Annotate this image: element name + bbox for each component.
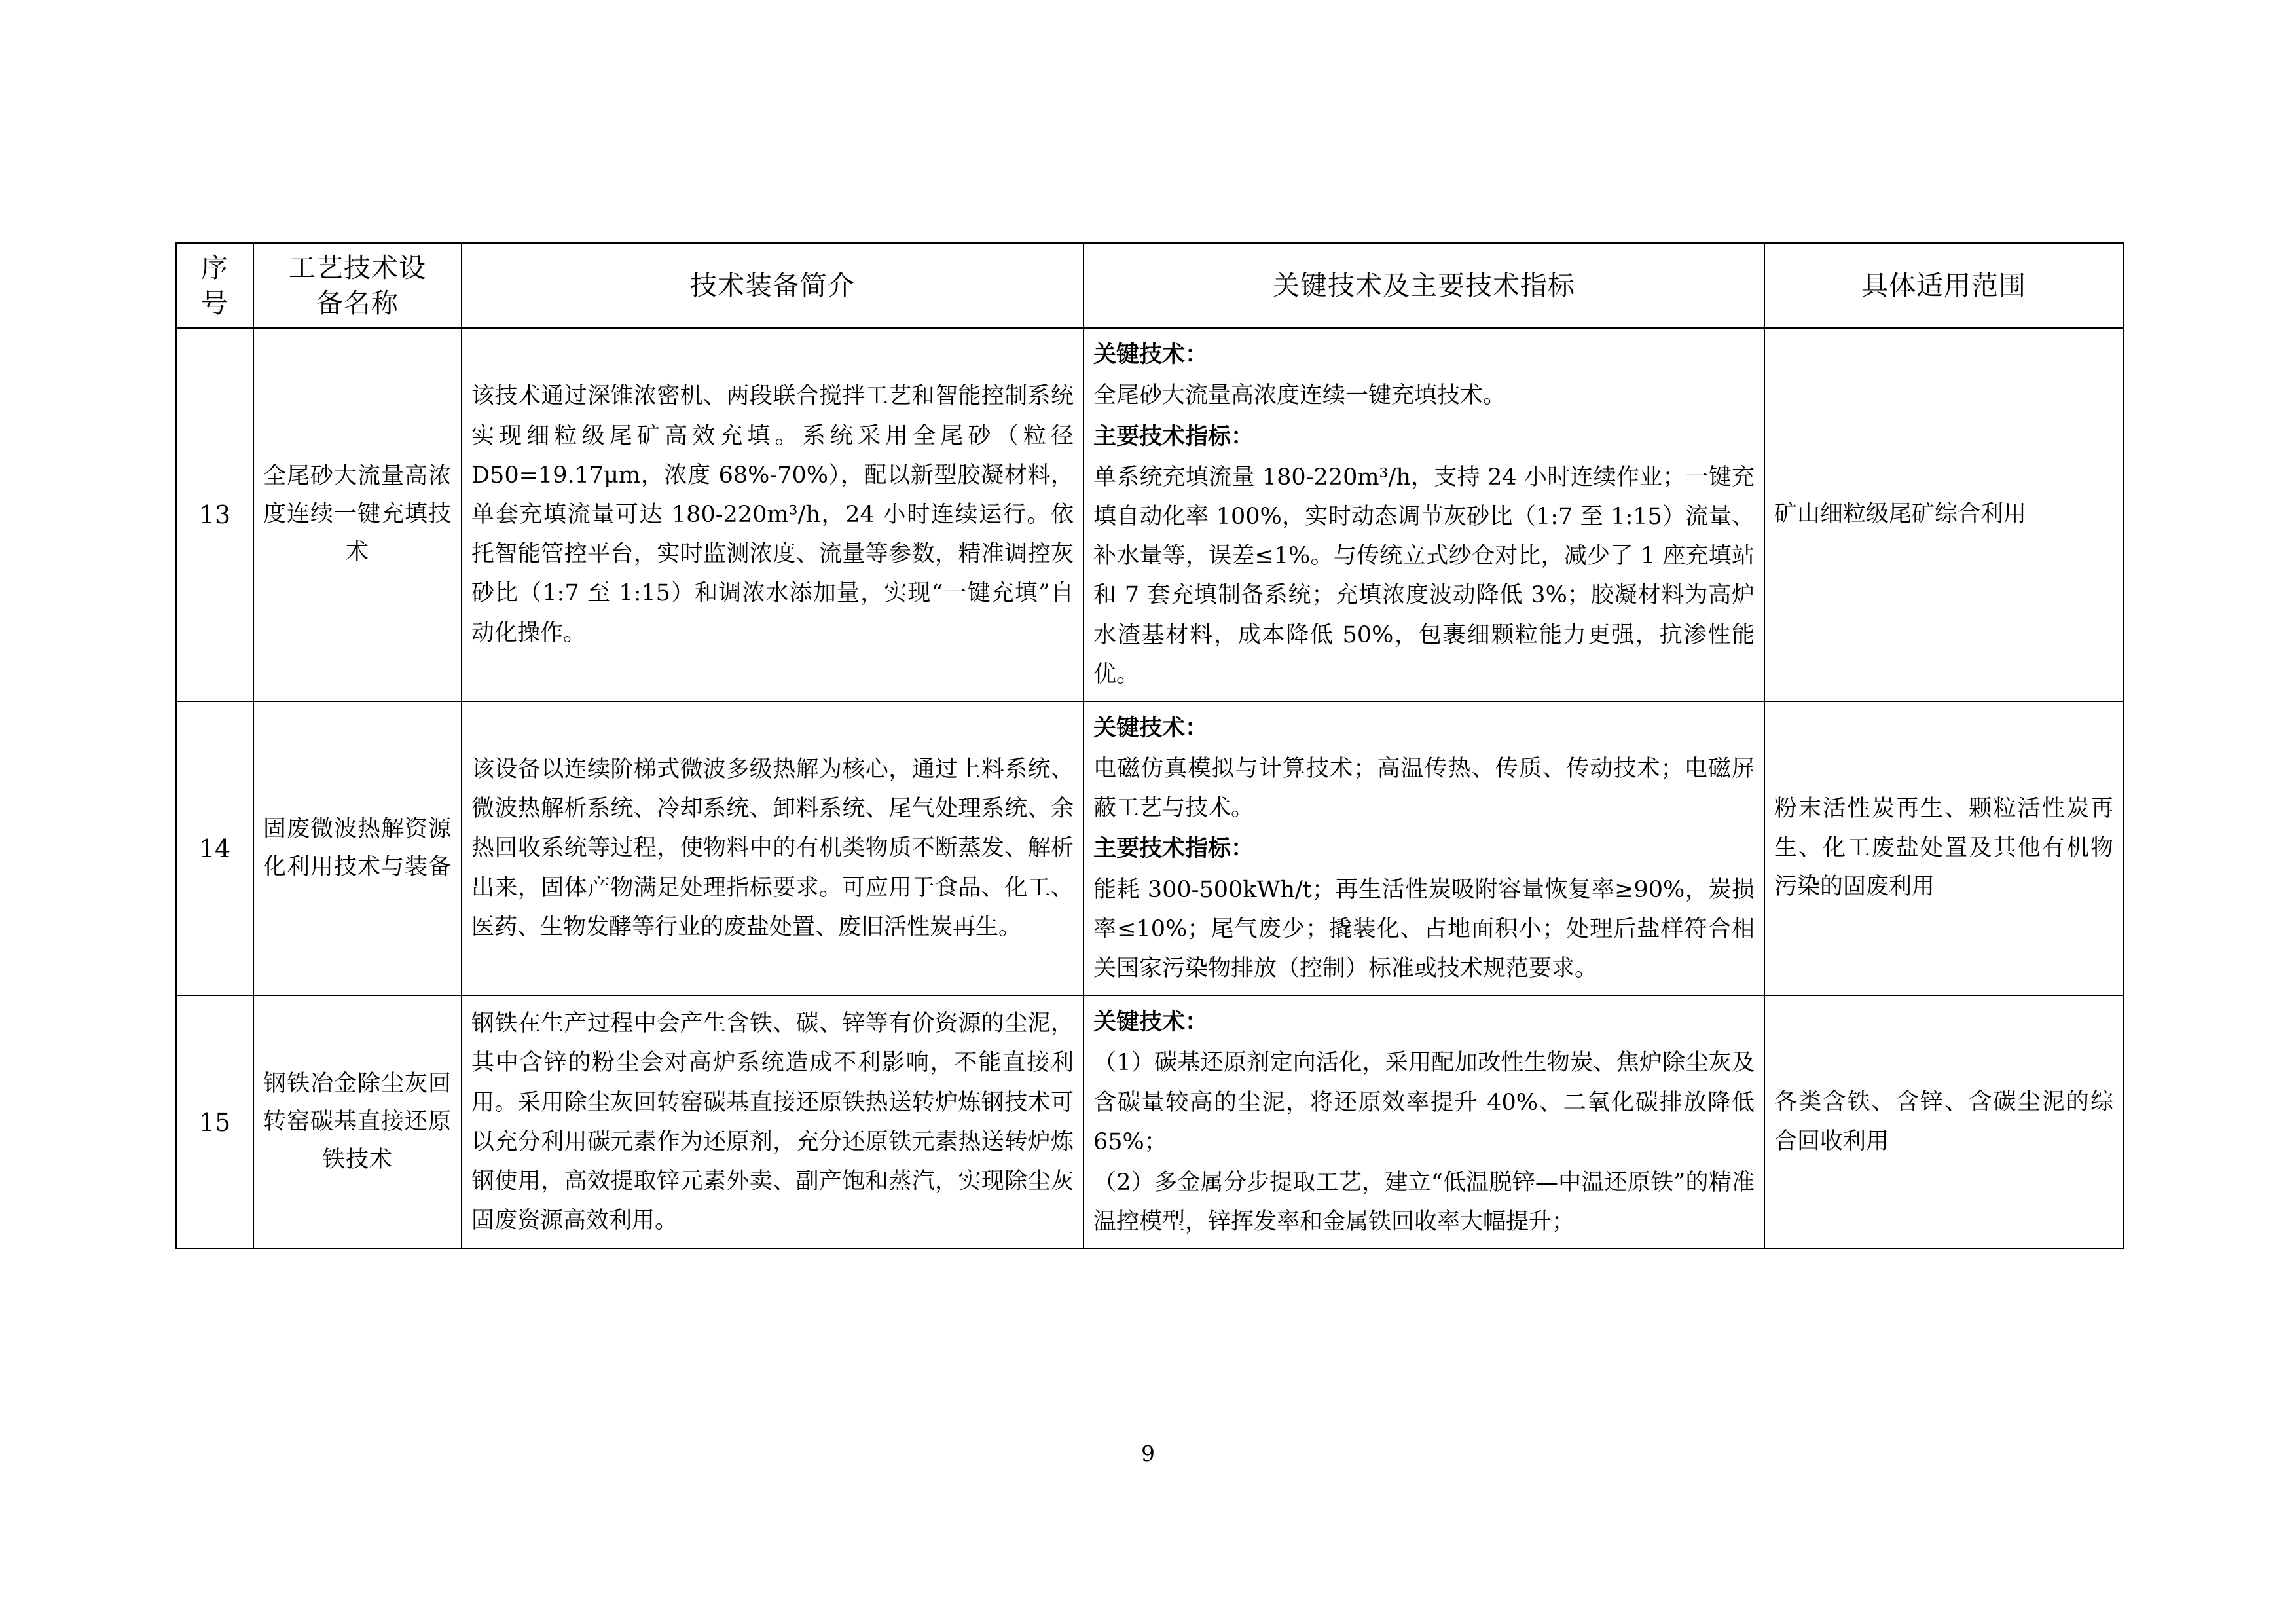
- application-scope: 各类含铁、含锌、含碳尘泥的综合回收利用: [1764, 995, 2123, 1249]
- technology-name: 钢铁冶金除尘灰回转窑碳基直接还原铁技术: [253, 995, 462, 1249]
- technology-table: [175, 242, 2124, 1249]
- key-technology-label: 关键技术：: [1093, 341, 1209, 369]
- column-header-name: [253, 243, 462, 328]
- technology-intro: 该设备以连续阶梯式微波多级热解为核心，通过上料系统、微波热解析系统、冷却系统、卸料系统、尾气处理系统、余热回收系统等过程，使物料中的有机类物质不断蒸发、解析出来，固体产物满足处理指标要求。可应用于食品、化工、医药、生物发酵等行业的废盐处置、废旧活性炭再生。: [462, 701, 1084, 995]
- table-body: [176, 328, 2123, 1249]
- technology-key-indicators: [1084, 328, 1764, 701]
- technology-intro: 钢铁在生产过程中会产生含铁、碳、锌等有价资源的尘泥，其中含锌的粉尘会对高炉系统造成不利影响，不能直接利用。采用除尘灰回转窑碳基直接还原铁热送转炉炼钢技术可以充分利用碳元素作为还原剂，充分还原铁元素热送转炉炼钢使用，高效提取锌元素外卖、副产饱和蒸汽，实现除尘灰固废资源高效利用。: [462, 995, 1084, 1249]
- main-indicators-text: 单系统充填流量 180-220m³/h，支持 24 小时连续作业；一键充填自动化率 100%，实时动态调节灰砂比（1:7 至 1:15）流量、补水量等，误差≤1%。与传统立式纱仓对比，减少了 1 座充填站和 7 套充填制备系统；充填浓度波动降低 3%；胶凝材料为高炉水渣基材料，成本降低 50%，包裹细颗粒能力更强，抗渗性能优。: [1093, 464, 1755, 688]
- technology-table-wrapper: [175, 242, 2123, 1249]
- page-number: 9: [1141, 1441, 1155, 1466]
- main-indicators-text: （2）多金属分步提取工艺，建立“低温脱锌—中温还原铁”的精准温控模型，锌挥发率和金属铁回收率大幅提升；: [1093, 1169, 1755, 1236]
- key-technology-label: 关键技术：: [1093, 714, 1209, 741]
- application-scope: 矿山细粒级尾矿综合利用: [1764, 328, 2123, 701]
- main-indicators-text: 能耗 300-500kWh/t；再生活性炭吸附容量恢复率≥90%，炭损率≤10%；尾气废少；撬装化、占地面积小；处理后盐样符合相关国家污染物排放（控制）标准或技术规范要求。: [1093, 876, 1755, 982]
- row-number: 15: [176, 995, 253, 1249]
- column-header-key: 关键技术及主要技术指标: [1084, 243, 1764, 328]
- table-row: [176, 995, 2123, 1249]
- key-technology-text: （1）碳基还原剂定向活化，采用配加改性生物炭、焦炉除尘灰及含碳量较高的尘泥，将还原效率提升 40%、二氧化碳排放降低 65%；: [1093, 1050, 1755, 1155]
- column-header-scope: 具体适用范围: [1764, 243, 2123, 328]
- column-header-name-line1: 工艺技术设: [289, 252, 426, 284]
- main-indicators-label: 主要技术指标：: [1093, 835, 1254, 862]
- table-header-row: [176, 243, 2123, 328]
- column-header-no: [176, 243, 253, 328]
- key-technology-text: 全尾砂大流量高浓度连续一键充填技术。: [1093, 382, 1506, 409]
- technology-key-indicators: [1084, 995, 1764, 1249]
- technology-key-indicators: [1084, 701, 1764, 995]
- technology-intro: 该技术通过深锥浓密机、两段联合搅拌工艺和智能控制系统实现细粒级尾矿高效充填。系统采用全尾砂（粒径 D50=19.17μm，浓度 68%-70%），配以新型胶凝材料，单套充填流量可达 180-220m³/h，24 小时连续运行。依托智能管控平台，实时监测浓度、流量等参数，精准调控灰砂比（1:7 至 1:15）和调浓水添加量，实现“一键充填”自动化操作。: [462, 328, 1084, 701]
- application-scope: 粉末活性炭再生、颗粒活性炭再生、化工废盐处置及其他有机物污染的固废利用: [1764, 701, 2123, 995]
- column-header-no-line2: 号: [201, 287, 228, 320]
- key-technology-label: 关键技术：: [1093, 1008, 1209, 1036]
- column-header-name-line2: 备名称: [316, 287, 399, 320]
- main-indicators-label: 主要技术指标：: [1093, 422, 1254, 450]
- technology-name: 全尾砂大流量高浓度连续一键充填技术: [253, 328, 462, 701]
- row-number: 13: [176, 328, 253, 701]
- table-row: [176, 328, 2123, 701]
- column-header-intro: 技术装备简介: [462, 243, 1084, 328]
- key-technology-text: 电磁仿真模拟与计算技术；高温传热、传质、传动技术；电磁屏蔽工艺与技术。: [1093, 756, 1755, 822]
- table-row: [176, 701, 2123, 995]
- column-header-no-line1: 序: [201, 252, 228, 284]
- table-header: [176, 243, 2123, 328]
- row-number: 14: [176, 701, 253, 995]
- technology-name: 固废微波热解资源化利用技术与装备: [253, 701, 462, 995]
